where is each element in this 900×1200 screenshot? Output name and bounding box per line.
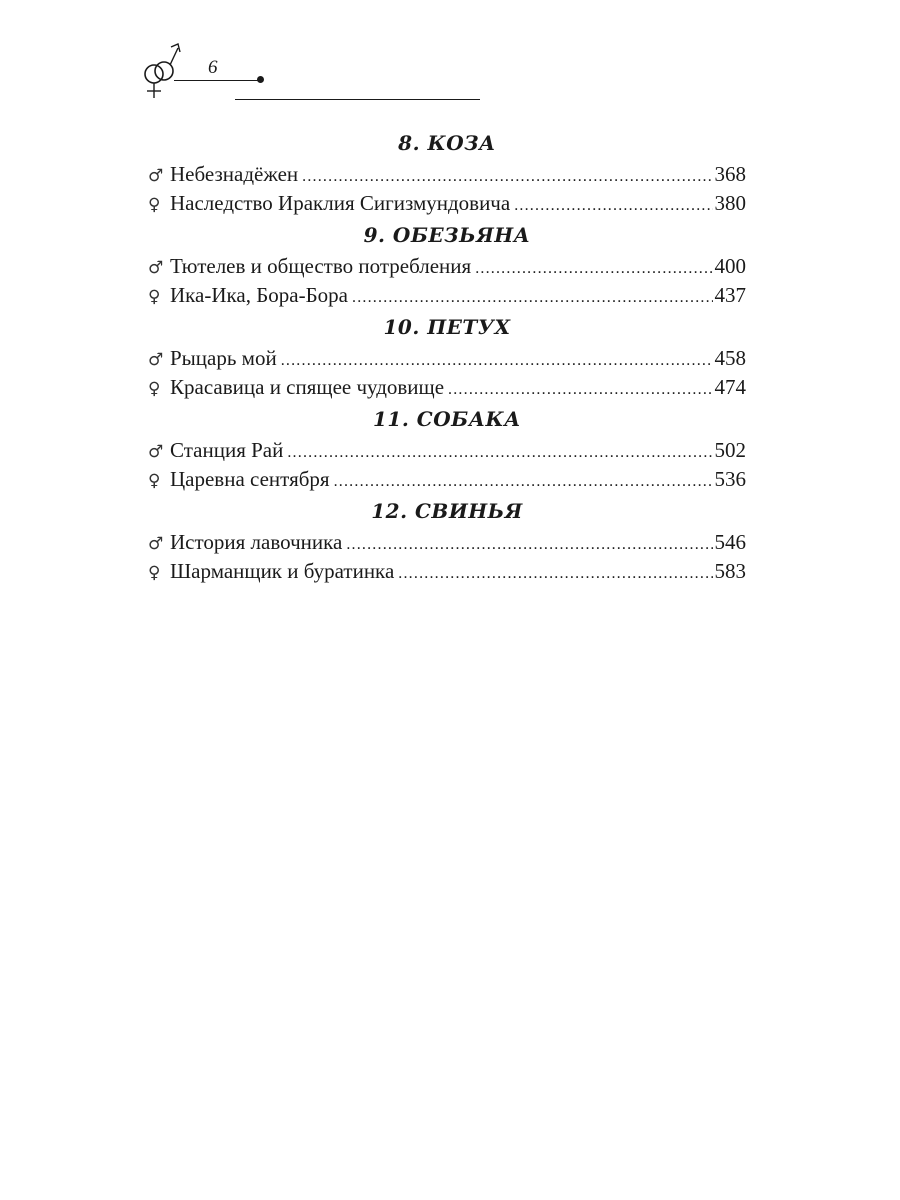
male-icon: ♂ [148, 258, 164, 278]
toc-section [148, 126, 746, 218]
header-rule-short [174, 80, 260, 81]
toc-entry [148, 436, 746, 465]
toc-entry [148, 189, 746, 218]
dot-leader [346, 528, 712, 557]
male-icon: ♂ [148, 166, 164, 186]
entry-title: История лавочника [170, 530, 343, 554]
toc-section [148, 402, 746, 494]
entry-page-number: 474 [714, 375, 746, 399]
toc-entry [148, 557, 746, 586]
dot-leader [475, 252, 712, 281]
toc-entry [148, 160, 746, 189]
dot-leader [302, 160, 712, 189]
toc-section [148, 494, 746, 586]
entry-title: Красавица и спящее чудовище [170, 375, 445, 399]
toc-entry [148, 373, 746, 402]
entry-page-number: 546 [714, 530, 746, 554]
page-header [140, 38, 485, 108]
entry-page-number: 400 [714, 254, 746, 278]
toc-entry [148, 465, 746, 494]
table-of-contents [148, 126, 746, 586]
toc-entry [148, 344, 746, 373]
male-icon: ♂ [148, 442, 164, 462]
male-icon: ♂ [148, 350, 164, 370]
entry-title: Шарманщик и буратинка [170, 559, 395, 583]
section-title: 12. СВИНЬЯ [371, 499, 523, 523]
entry-title: Небезнадёжен [170, 162, 299, 186]
dot-leader [514, 189, 712, 218]
dot-leader [352, 281, 713, 310]
entry-title: Наследство Ираклия Сигизмундовича [170, 191, 511, 215]
section-title: 9. ОБЕЗЬЯНА [363, 223, 531, 247]
female-icon: ♀ [148, 287, 161, 307]
section-title: 8. КОЗА [398, 131, 496, 155]
entry-title: Ика-Ика, Бора-Бора [170, 283, 348, 307]
dot-leader [334, 465, 713, 494]
toc-section [148, 218, 746, 310]
dot-leader [287, 436, 712, 465]
female-icon: ♀ [148, 379, 161, 399]
entry-title: Тютелев и общество потребления [170, 254, 472, 278]
entry-title: Царевна сентября [170, 467, 330, 491]
toc-section [148, 310, 746, 402]
female-icon: ♀ [148, 195, 161, 215]
dot-leader [398, 557, 712, 586]
section-title: 11. СОБАКА [373, 407, 521, 431]
header-rule-long [235, 99, 480, 100]
page-number: 6 [208, 57, 218, 78]
toc-entry [148, 528, 746, 557]
entry-page-number: 380 [714, 191, 746, 215]
dot-leader [448, 373, 712, 402]
male-icon: ♂ [148, 534, 164, 554]
toc-entry [148, 252, 746, 281]
toc-entry [148, 281, 746, 310]
female-icon: ♀ [148, 471, 161, 491]
entry-page-number: 536 [714, 467, 746, 491]
male-female-symbols-icon [140, 38, 190, 102]
section-title: 10. ПЕТУХ [383, 315, 511, 339]
entry-page-number: 583 [714, 559, 746, 583]
entry-page-number: 437 [714, 283, 746, 307]
entry-page-number: 458 [714, 346, 746, 370]
entry-page-number: 502 [714, 438, 746, 462]
female-icon: ♀ [148, 563, 161, 583]
entry-page-number: 368 [714, 162, 746, 186]
entry-title: Рыцарь мой [170, 346, 277, 370]
dot-leader [281, 344, 713, 373]
header-rule-dot [257, 76, 264, 83]
entry-title: Станция Рай [170, 438, 284, 462]
